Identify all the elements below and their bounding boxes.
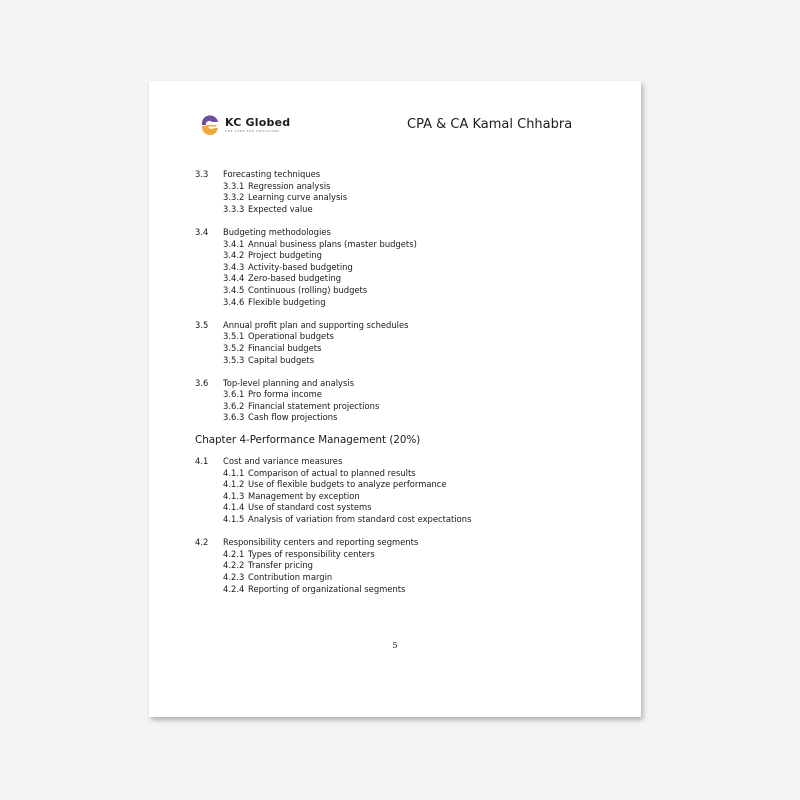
subsection-number: 3.5.1 [223,331,245,342]
subsection-title: Operational budgets [248,331,334,342]
subsection-number: 3.4.3 [223,261,245,272]
toc-subsection [195,502,615,514]
toc-subsection [195,297,615,309]
toc-section [195,227,615,239]
toc-subsection [195,584,615,596]
subsection-title: Financial statement projections [248,400,380,411]
section-title: Cost and variance measures [223,456,343,467]
subsection-title: Cash flow projections [248,412,338,423]
toc-subsection [195,181,615,193]
document-page [149,81,641,717]
toc-subsection [195,250,615,262]
section-spacer [195,366,615,378]
subsection-title: Use of flexible budgets to analyze performance [248,479,447,490]
subsection-title: Zero-based budgeting [248,273,342,284]
section-spacer [195,308,615,320]
subsection-number: 3.4.6 [223,296,245,307]
toc-section [195,378,615,390]
subsection-title: Continuous (rolling) budgets [248,284,368,295]
section-title: Responsibility centers and reporting segments [223,537,419,548]
subsection-title: Capital budgets [248,354,315,365]
toc-section [195,169,615,181]
subsection-number: 4.1.4 [223,502,245,513]
subsection-number: 4.1.5 [223,514,245,525]
toc-subsection [195,343,615,355]
subsection-title: Contribution margin [248,572,333,582]
subsection-title: Transfer pricing [248,560,313,571]
toc-subsection [195,549,615,561]
subsection-number: 4.1.3 [223,490,245,501]
section-number: 3.6 [195,377,209,388]
section-title: Top-level planning and analysis [223,377,355,388]
chapter-heading: Chapter 4-Performance Management (20%) [195,434,421,447]
subsection-title: Comparison of actual to planned results [248,467,416,478]
subsection-title: Reporting of organizational segments [248,583,406,594]
toc-subsection [195,204,615,216]
subsection-number: 3.4.5 [223,284,245,295]
logo-mark-icon [200,115,220,135]
subsection-number: 3.4.2 [223,250,245,261]
subsection-number: 3.6.3 [223,412,245,423]
subsection-title: Project budgeting [248,250,322,261]
subsection-number: 4.2.4 [223,583,245,594]
toc-subsection [195,401,615,413]
toc-subsection [195,192,615,204]
subsection-number: 4.1.1 [223,467,245,478]
section-title: Budgeting methodologies [223,226,331,237]
subsection-title: Management by exception [248,490,360,501]
toc-subsection [195,560,615,572]
logo-name: KC Globed [225,116,291,129]
section-title: Forecasting techniques [223,169,321,179]
toc-subsection [195,514,615,526]
table-of-contents [195,169,615,595]
subsection-title: Activity-based budgeting [248,261,353,272]
section-spacer [195,424,615,430]
toc-subsection [195,572,615,584]
section-title: Annual profit plan and supporting schedules [223,319,409,330]
subsection-number: 3.5.2 [223,342,245,353]
subsection-number: 3.4.4 [223,273,245,284]
toc-subsection [195,262,615,274]
subsection-title: Expected value [248,203,313,214]
subsection-title: Pro forma income [248,389,322,400]
subsection-title: Analysis of variation from standard cost expectations [248,514,472,525]
subsection-title: Financial budgets [248,342,322,353]
toc-subsection [195,273,615,285]
logo-tagline: ONE STOP FOR EDUCATION [225,129,280,133]
subsection-number: 3.3.1 [223,180,245,191]
subsection-number: 3.3.2 [223,192,245,203]
subsection-number: 3.4.1 [223,238,245,249]
toc-subsection [195,491,615,503]
section-number: 3.3 [195,169,209,179]
toc-section [195,537,615,549]
toc-subsection [195,389,615,401]
section-number: 3.4 [195,226,209,237]
subsection-title: Flexible budgeting [248,296,326,307]
toc-section [195,320,615,332]
toc-subsection [195,355,615,367]
subsection-title: Learning curve analysis [248,192,348,203]
subsection-title: Regression analysis [248,180,331,191]
subsection-title: Annual business plans (master budgets) [248,238,417,249]
subsection-title: Use of standard cost systems [248,502,372,513]
subsection-number: 3.5.3 [223,354,245,365]
kc-globed-logo [200,115,290,135]
subsection-title: Types of responsibility centers [248,548,375,559]
author-name: CPA & CA Kamal Chhabra [407,117,573,132]
subsection-number: 4.2.1 [223,548,245,559]
section-number: 4.2 [195,537,209,548]
section-number: 4.1 [195,456,209,467]
toc-subsection [195,239,615,251]
section-number: 3.5 [195,319,209,330]
subsection-number: 3.6.1 [223,389,245,400]
subsection-number: 4.2.3 [223,572,245,582]
toc-section [195,456,615,468]
toc-subsection [195,468,615,480]
toc-subsection [195,285,615,297]
toc-subsection [195,479,615,491]
subsection-number: 4.1.2 [223,479,245,490]
section-spacer [195,215,615,227]
subsection-number: 3.6.2 [223,400,245,411]
subsection-number: 3.3.3 [223,203,245,214]
subsection-number: 4.2.2 [223,560,245,571]
page-number: 5 [392,641,398,651]
section-spacer [195,526,615,538]
toc-subsection [195,331,615,343]
toc-subsection [195,412,615,424]
